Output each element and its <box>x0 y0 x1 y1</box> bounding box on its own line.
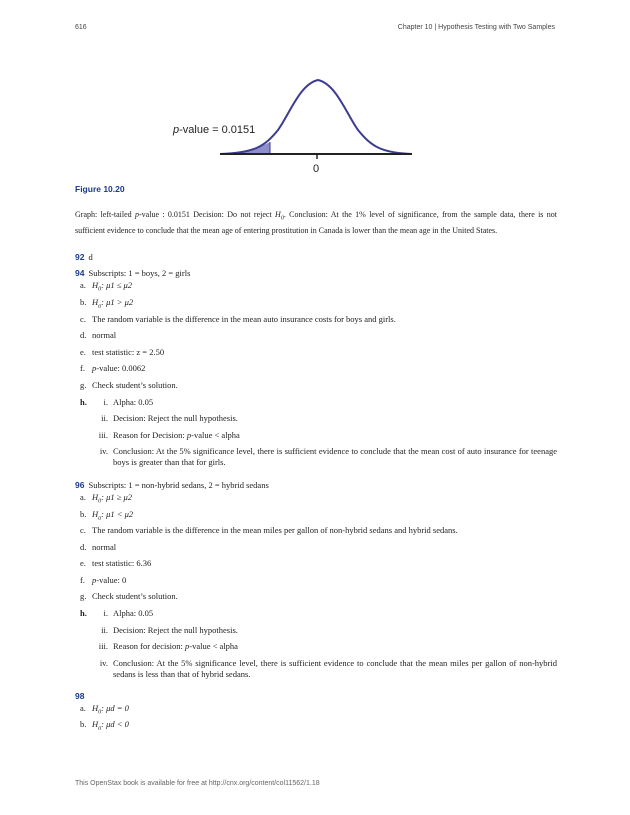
chapter-title: Chapter 10 | Hypothesis Testing with Two Samples <box>397 24 555 31</box>
pvalue-annotation: p-value = 0.0151 <box>173 124 256 136</box>
graph-answer-paragraph: Graph: left-tailed p-value : 0.0151 Decision: Do not reject $H_0$. Conclusion: At the 1% level of significance, from the sample data, there is not sufficient evidence to conclude that the mean age of entering prostitution in Canada is lower than the mean age in the United States. <box>75 210 557 235</box>
page-footer: This OpenStax book is available for free at http://cnx.org/content/col11562/1.18 <box>75 780 320 787</box>
answer-92: 92 d <box>75 252 93 262</box>
answer-96-heading: 96 Subscripts: 1 = non-hybrid sedans, 2 = hybrid sedans <box>75 480 269 490</box>
page-number: 616 <box>75 24 87 31</box>
normal-distribution-figure <box>160 70 430 180</box>
axis-label-zero: 0 <box>313 163 320 175</box>
answer-94-heading: 94 Subscripts: 1 = boys, 2 = girls <box>75 268 191 278</box>
normal-curve <box>220 80 412 154</box>
answer-98-heading: 98 <box>75 691 85 701</box>
figure-caption: Figure 10.20 <box>75 184 125 194</box>
